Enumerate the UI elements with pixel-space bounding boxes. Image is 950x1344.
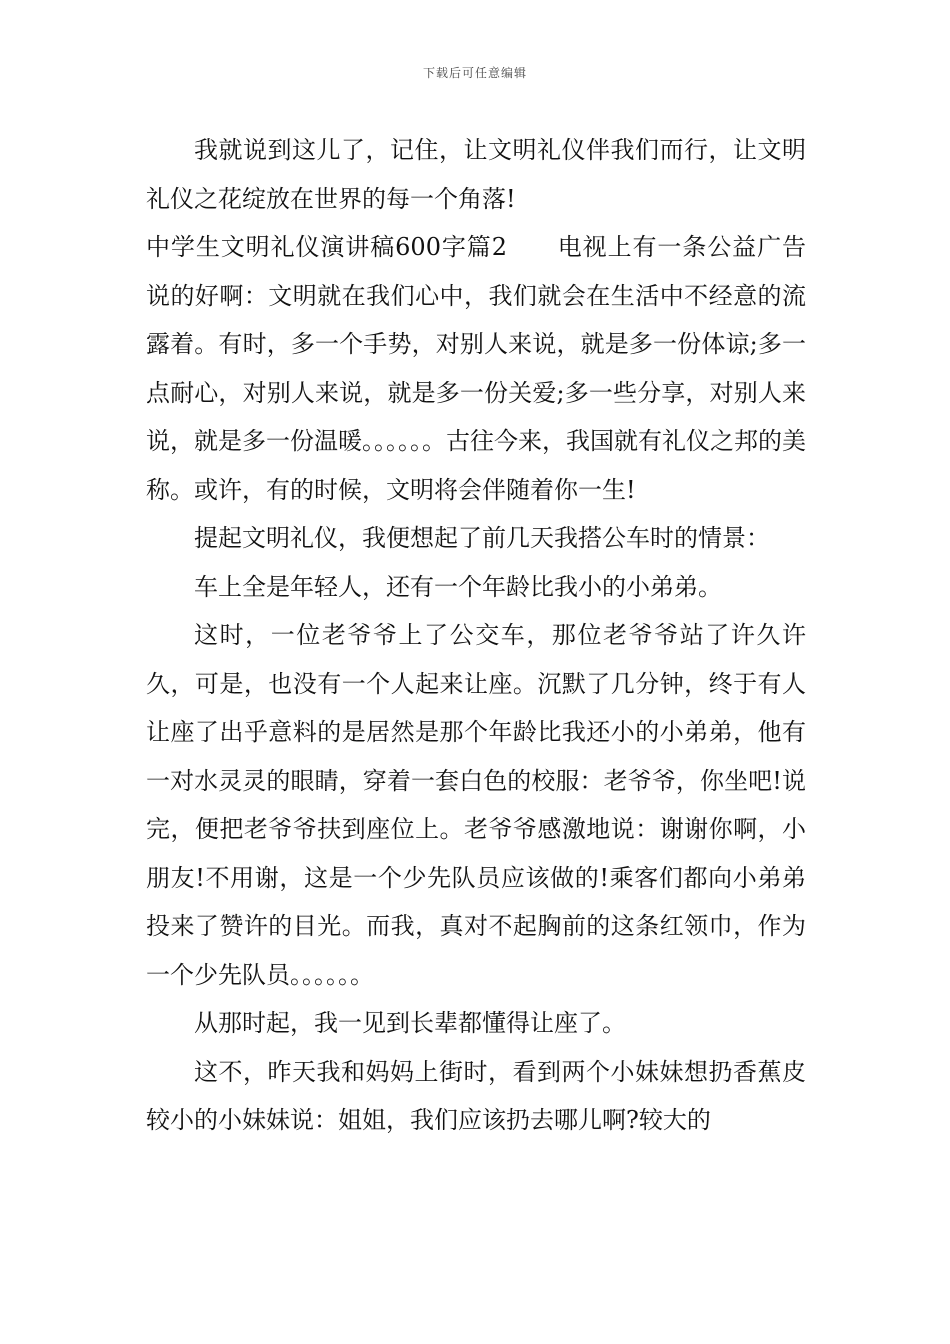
paragraph-7: 这不，昨天我和妈妈上街时，看到两个小妹妹想扔香蕉皮较小的小妹妹说：姐姐，我们应该扔去哪儿啊?较大的 <box>146 1057 806 1134</box>
page-header-note: 下载后可任意编辑 <box>422 66 527 80</box>
paragraph-4: 车上全是年轻人，还有一个年龄比我小的小弟弟。 <box>194 572 722 601</box>
paragraph-5: 这时，一位老爷爷上了公交车，那位老爷爷站了许久许久，可是，也没有一个人起来让座。沉默了几分钟，终于有人让座了出乎意料的是居然是那个年龄比我还小的小弟弟，他有一对水灵灵的眼睛，穿着一套白色的校服：老爷爷，你坐吧!说完，便把老爷爷扶到座位上。老爷爷感激地说：谢谢你啊，小朋友!不用谢，这是一个少先队员应该做的!乘客们都向小弟弟投来了赞许的目光。而我，真对不起胸前的这条红领巾，作为一个少先队员。。。。。。 <box>146 621 806 989</box>
document-body <box>146 126 806 1145</box>
paragraph-1: 我就说到这儿了，记住，让文明礼仪伴我们而行，让文明礼仪之花绽放在世界的每一个角落! <box>146 136 806 213</box>
paragraph-6: 从那时起，我一见到长辈都懂得让座了。 <box>194 1009 626 1037</box>
paragraph-3: 提起文明礼仪，我便想起了前几天我搭公车时的情景： <box>194 524 770 552</box>
paragraph-2: 中学生文明礼仪演讲稿600字篇2 电视上有一条公益广告说的好啊：文明就在我们心中，我们就会在生活中不经意的流露着。有时，多一个手势，对别人来说，就是多一份体谅;多一点耐心，对别人来说，就是多一份关爱;多一些分享，对别人来说，就是多一份温暖。。。。。。古往今来，我国就有礼仪之邦的美称。或许，有的时候，文明将会伴随着你一生! <box>146 233 806 504</box>
